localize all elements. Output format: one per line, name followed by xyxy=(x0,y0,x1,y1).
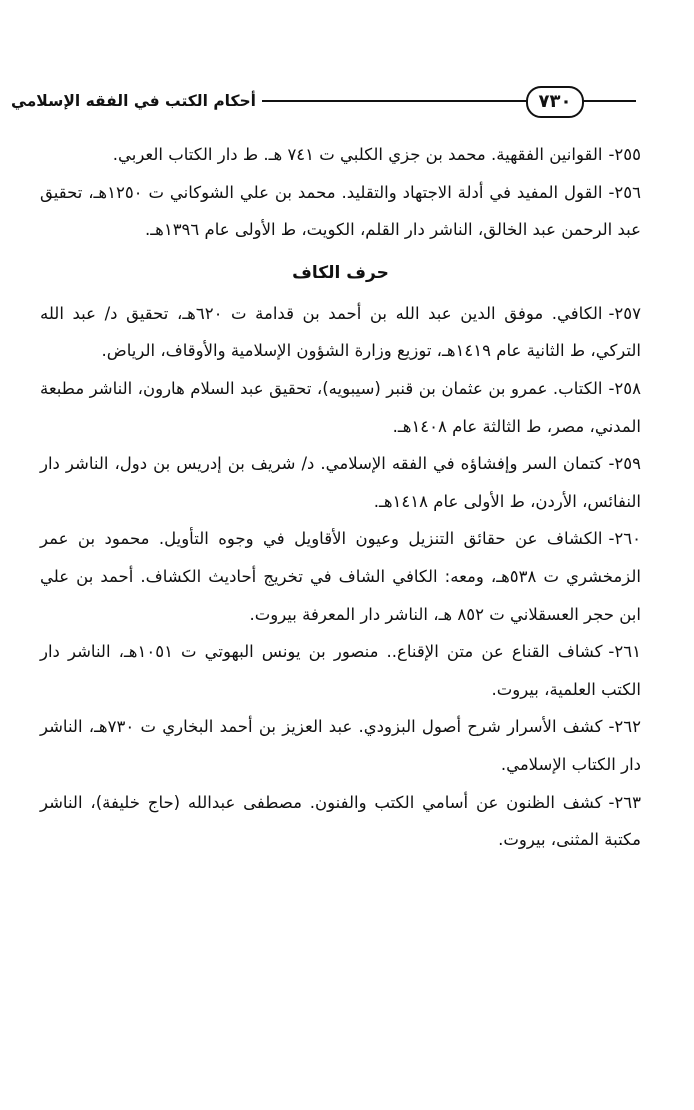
bibliography-entry-261 xyxy=(40,633,641,708)
entry-text: كتمان السر وإفشاؤه في الفقه الإسلامي. د/ شريف بن إدريس بن دول، الناشر دار النفائس، الأردن، ط الأولى عام ١٤١٨هـ. xyxy=(40,454,641,511)
entry-text: القول المفيد في أدلة الاجتهاد والتقليد. محمد بن علي الشوكاني ت ١٢٥٠هـ، تحقيق عبد الرحمن عبد الخالق، الناشر دار القلم، الكويت، ط الأولى عام ١٣٩٦هـ. xyxy=(40,182,641,240)
entry-text: كشف الأسرار شرح أصول البزودي. عبد العزيز بن أحمد البخاري ت ٧٣٠هـ، الناشر دار الكتاب الإسلامي. xyxy=(40,717,641,774)
bibliography-entry-255 xyxy=(40,136,641,174)
entry-text: كشاف القناع عن متن الإقناع.. منصور بن يونس البهوتي ت ١٠٥١هـ، الناشر دار الكتب العلمية، بيروت. xyxy=(40,642,641,699)
entry-number: ٢٥٧- xyxy=(608,303,641,323)
entry-number: ٢٥٩- xyxy=(608,454,641,474)
entry-number: ٢٥٥- xyxy=(608,145,641,164)
entry-number: ٢٦٠- xyxy=(608,529,641,549)
entry-text: الكشاف عن حقائق التنزيل وعيون الأقاويل في وجوه التأويل. محمود بن عمر الزمخشري ت ٥٣٨هـ، ومعه: الكافي الشاف في تخريج أحاديث الكشاف. أحمد بن علي ابن حجر العسقلاني ت ٨٥٢ هـ، الناشر دار المعرفة بيروت. xyxy=(40,529,641,624)
page-number: ٧٣٠ xyxy=(526,86,584,118)
entry-number: ٢٦٢- xyxy=(608,717,641,737)
bibliography-entry-259 xyxy=(40,445,641,520)
bibliography-list xyxy=(40,136,641,859)
bibliography-entry-257 xyxy=(40,295,641,370)
entry-number: ٢٥٨- xyxy=(608,378,641,398)
entry-number: ٢٦١- xyxy=(608,642,641,662)
entry-text: كشف الظنون عن أسامي الكتب والفنون. مصطفى عبدالله (حاج خليفة)، الناشر مكتبة المثنى، بيروت. xyxy=(40,792,641,850)
bibliography-entry-262 xyxy=(40,708,641,783)
running-header xyxy=(11,84,636,118)
entry-text: القوانين الفقهية. محمد بن جزي الكلبي ت ٧٤١ هـ. ط دار الكتاب العربي. xyxy=(112,145,603,164)
running-title: أحكام الكتب في الفقه الإسلامي xyxy=(11,92,256,110)
bibliography-entry-256 xyxy=(40,174,641,249)
entry-number: ٢٦٣- xyxy=(608,792,641,812)
header-rule-left xyxy=(262,100,546,102)
entry-text: الكافي. موفق الدين عبد الله بن أحمد بن قدامة ت ٦٢٠هـ، تحقيق د/ عبد الله التركي، ط الثانية عام ١٤١٩هـ، توزيع وزارة الشؤون الإسلامية والأوقاف، الرياض. xyxy=(40,303,641,361)
bibliography-entry-260 xyxy=(40,520,641,633)
entry-number: ٢٥٦- xyxy=(608,182,641,202)
section-heading: حرف الكاف xyxy=(292,262,389,283)
entry-text: الكتاب. عمرو بن عثمان بن قنبر (سيبويه)، تحقيق عبد السلام هارون، الناشر مطبعة المدني، مصر، ط الثالثة عام ١٤٠٨هـ. xyxy=(40,378,641,436)
bibliography-entry-258 xyxy=(40,370,641,445)
bibliography-entry-263 xyxy=(40,784,641,859)
